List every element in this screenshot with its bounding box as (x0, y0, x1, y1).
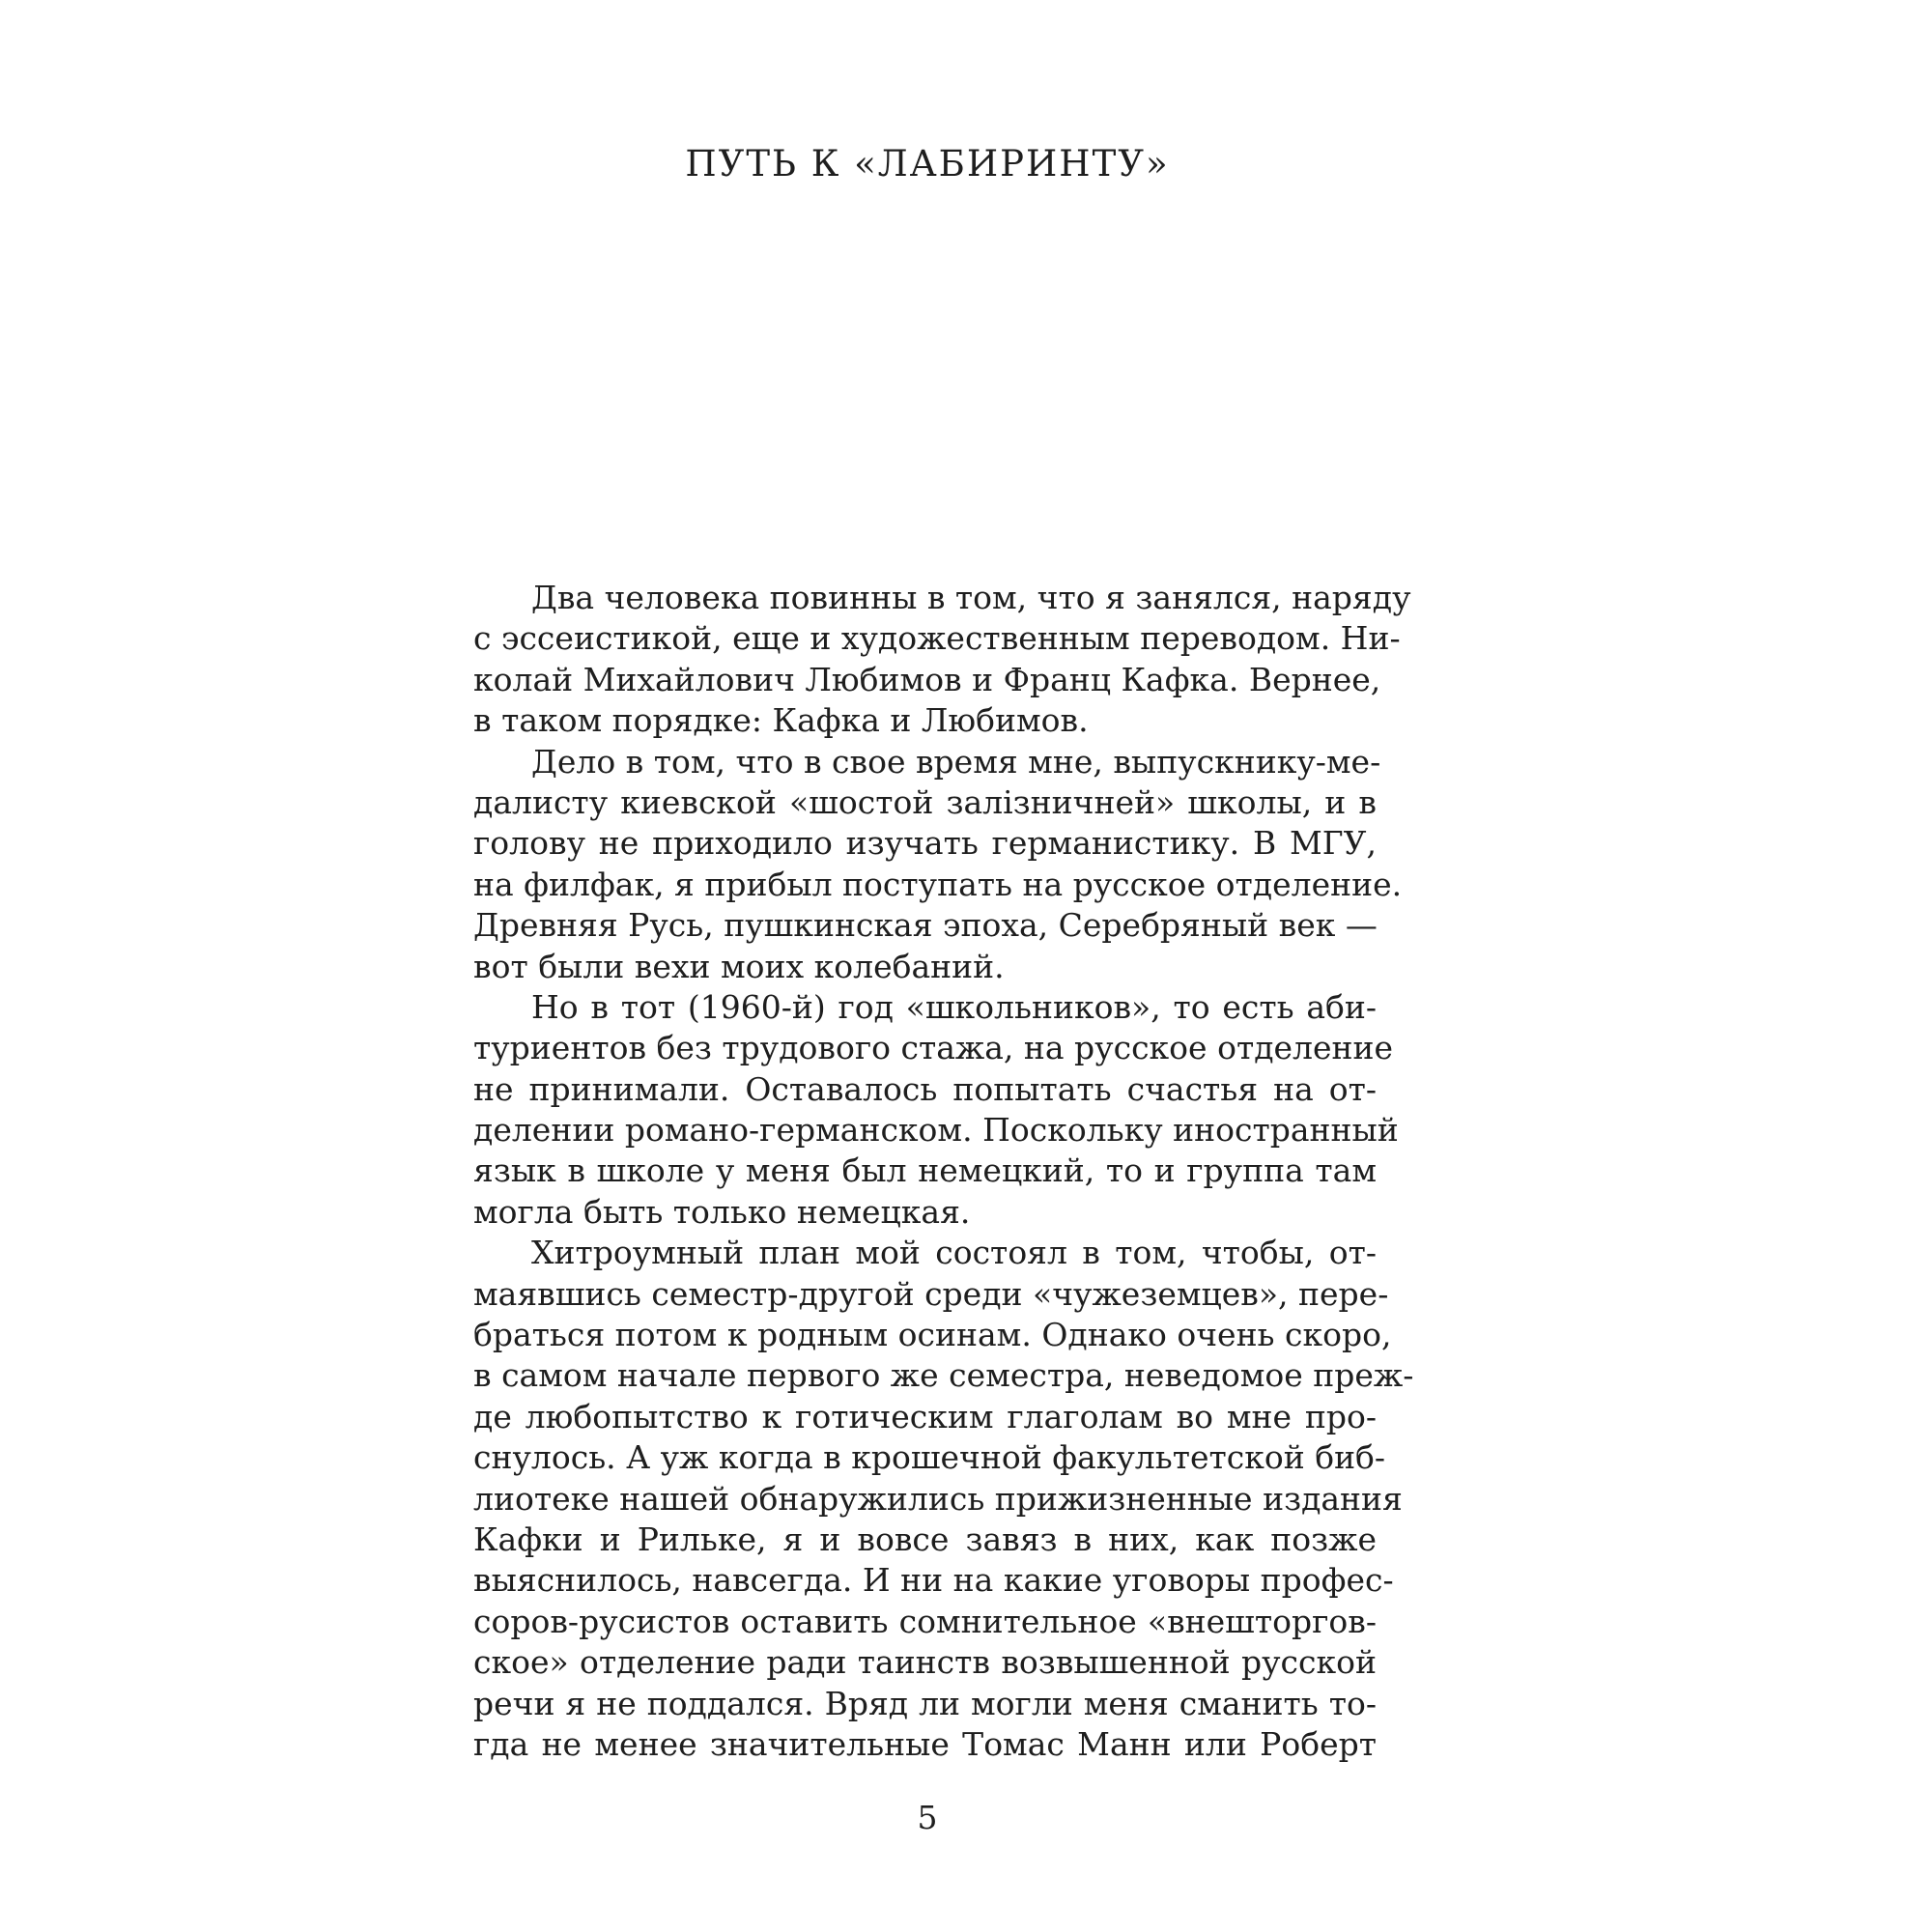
paragraph-4 (473, 1233, 1414, 1765)
text-line: гда не менее значительные Томас Манн или Роберт (473, 1724, 1377, 1763)
text-line: голову не приходило изучать германистику. В МГУ, (473, 824, 1377, 863)
text-line: с эссеистикой, еще и художественным переводом. Ни- (473, 619, 1401, 658)
text-line: снулось. А уж когда в крошечной факультетской биб- (473, 1438, 1386, 1477)
text-line: в таком порядке: Кафка и Любимов. (473, 701, 1089, 740)
page-number: 5 (917, 1799, 938, 1836)
text-line: туриентов без трудового стажа, на русское отделение (473, 1029, 1394, 1067)
text-line: далисту киевской «шостой залiзничней» школы, и в (473, 782, 1377, 821)
text-line: де любопытство к готическим глаголам во мне про- (473, 1397, 1377, 1435)
text-line: Но в тот (1960-й) год «школьников», то есть аби- (531, 987, 1377, 1026)
text-line: могла быть только немецкая. (473, 1192, 971, 1231)
text-line: на филфак, я прибыл поступать на русское отделение. (473, 865, 1403, 903)
text-line: речи я не поддался. Вряд ли могли меня сманить то- (473, 1684, 1377, 1722)
text-line: лиотеке нашей обнаружились прижизненные издания (473, 1479, 1403, 1518)
text-line: соров-русистов оставить сомнительное «внешторгов- (473, 1602, 1377, 1640)
text-line: Кафки и Рильке, я и вовсе завяз в них, как позже (473, 1520, 1377, 1558)
text-line: Два человека повинны в том, что я занялся, наряду (531, 579, 1411, 616)
text-line: Дело в том, что в свое время мне, выпускнику-ме- (531, 742, 1381, 781)
text-line: не принимали. Оставалось попытать счастья на от- (473, 1069, 1377, 1108)
text-line: вот были вехи моих колебаний. (473, 947, 1005, 985)
text-line: Древняя Русь, пушкинская эпоха, Серебряный век — (473, 906, 1378, 945)
paragraph-1 (473, 578, 1411, 742)
body-text (473, 578, 1414, 1765)
text-line: Хитроумный план мой состоял в том, чтобы, от- (531, 1234, 1377, 1272)
text-line: маявшись семестр-другой среди «чужеземцев», пере- (473, 1274, 1389, 1313)
text-line: колай Михайлович Любимов и Франц Кафка. Вернее, (473, 660, 1381, 698)
paragraph-3 (473, 987, 1399, 1233)
text-line: браться потом к родным осинам. Однако очень скоро, (473, 1316, 1392, 1354)
text-line: в самом начале первого же семестра, неведомое преж- (473, 1356, 1414, 1395)
text-line: язык в школе у меня был немецкий, то и группа там (473, 1151, 1377, 1190)
text-line: выяснилось, навсегда. И ни на какие уговоры профес- (473, 1561, 1394, 1600)
text-line: ское» отделение ради таинств возвышенной русской (473, 1643, 1377, 1682)
paragraph-2 (473, 742, 1403, 987)
chapter-title: ПУТЬ К «ЛАБИРИНТУ» (685, 143, 1170, 185)
text-line: делении романо-германском. Поскольку иностранный (473, 1111, 1399, 1150)
